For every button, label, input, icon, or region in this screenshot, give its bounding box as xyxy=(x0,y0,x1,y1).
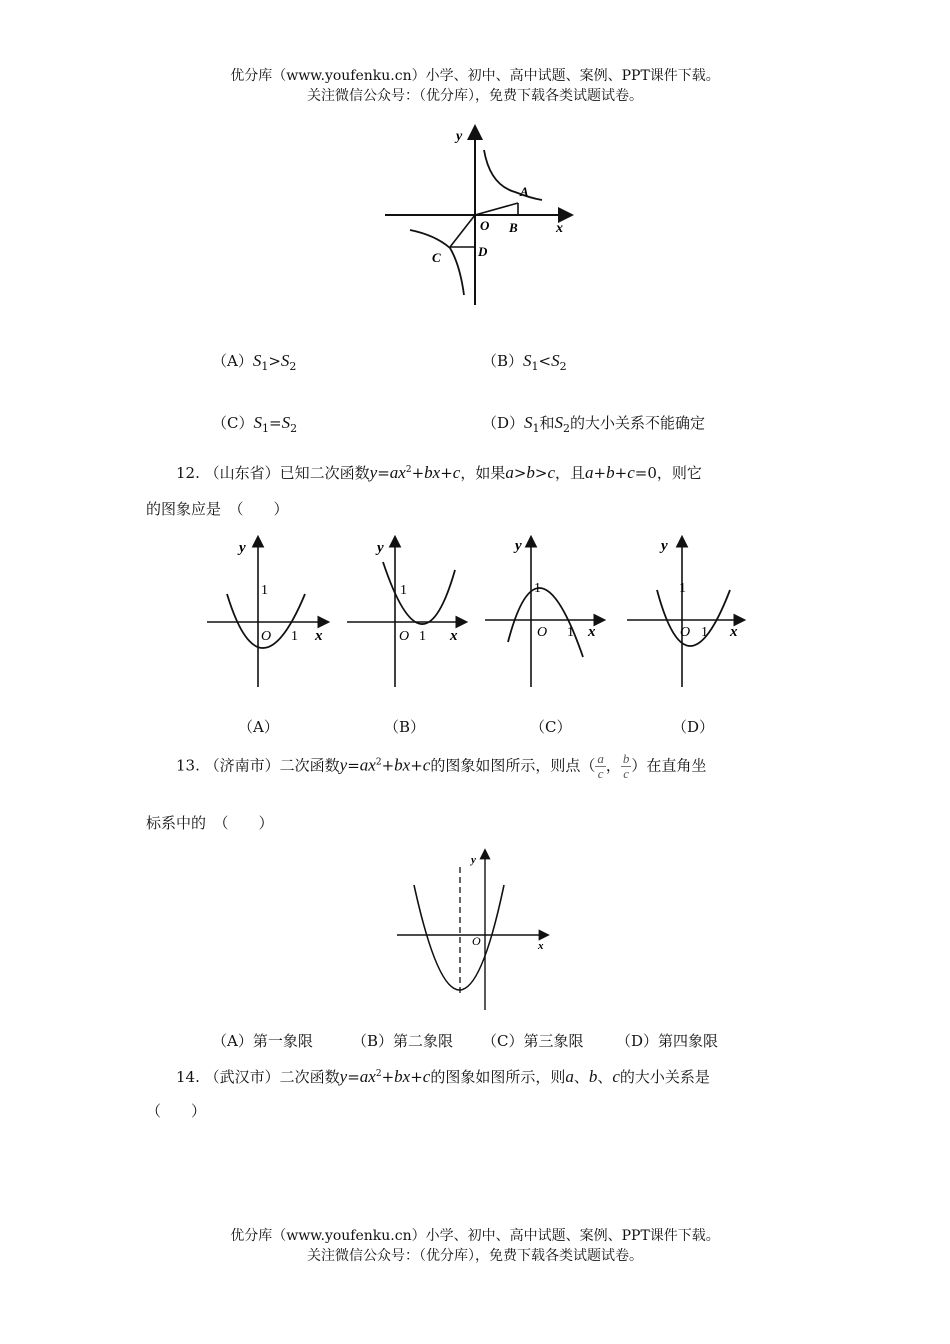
footer-line-1: 优分库（www.youfenku.cn）小学、初中、高中试题、案例、PPT课件下载。 xyxy=(230,1228,720,1244)
svg-text:O: O xyxy=(399,629,410,644)
fraction-a-over-c: $\frac{a}{c}$ xyxy=(597,751,604,781)
label-d: D xyxy=(478,244,488,259)
svg-text:O: O xyxy=(537,625,548,640)
footer-line-2: 关注微信公众号：（优分库），免费下载各类试题试卷。 xyxy=(307,1248,643,1264)
svg-text:1: 1 xyxy=(567,625,574,640)
svg-text:y: y xyxy=(515,538,522,554)
svg-text:x: x xyxy=(730,624,738,640)
svg-text:1: 1 xyxy=(679,581,686,596)
svg-text:1: 1 xyxy=(291,629,298,644)
q11-option-d: $(D)S_1$和$S_2$的大小关系不能确定 xyxy=(482,413,706,435)
hyperbola-branch-upper xyxy=(484,150,542,200)
svg-text:x: x xyxy=(588,624,596,640)
q14-stem-line2: （ ） xyxy=(146,1102,207,1120)
header-line-2: 关注微信公众号：（优分库），免费下载各类试题试卷。 xyxy=(307,88,643,104)
label-a: A xyxy=(520,184,529,199)
label-x: x xyxy=(556,221,563,236)
label-c: C xyxy=(432,250,441,265)
q13-option-d: （D）第四象限 xyxy=(616,1032,719,1050)
q12-caption-d: （D） xyxy=(672,718,715,736)
label-o: O xyxy=(480,218,490,233)
q11-option-c: $(C)S_1=S_2$ xyxy=(212,413,298,435)
q12-stem-line2: 的图象应是 （ ） xyxy=(146,500,289,518)
q13-option-a: （A）第一象限 xyxy=(212,1032,313,1050)
header-line-1: 优分库（www.youfenku.cn）小学、初中、高中试题、案例、PPT课件下载。 xyxy=(230,68,720,84)
q11-option-a: $(A)S_1>S_2$ xyxy=(212,351,297,373)
svg-text:y: y xyxy=(239,540,246,556)
svg-text:O: O xyxy=(472,934,481,948)
svg-text:y: y xyxy=(377,540,384,556)
svg-text:y: y xyxy=(471,854,476,866)
q13-stem-line1: 13. （济南市）二次函数$y=ax^2+bx+c$的图象如图所示，则点（ $\frac{a}{c}$ ， $\frac{b}{c}$ ）在直角坐 xyxy=(176,751,707,781)
svg-text:1: 1 xyxy=(419,629,426,644)
q13-stem-line2: 标系中的 （ ） xyxy=(146,814,274,832)
q11-option-b: $(B)S_1<S_2$ xyxy=(482,351,567,373)
segment-oa xyxy=(475,203,518,215)
q13-option-b: （B）第二象限 xyxy=(352,1032,454,1050)
svg-text:1: 1 xyxy=(701,625,708,640)
q13-parabola-figure xyxy=(392,845,557,1015)
svg-text:O: O xyxy=(261,629,272,644)
q12-caption-b: （B） xyxy=(384,718,426,736)
q12-graph-b xyxy=(345,532,475,692)
label-y: y xyxy=(456,129,463,144)
q14-stem-line1: 14. （武汉市）二次函数$y=ax^2+bx+c$的图象如图所示，则a、b、c的大小关系是 xyxy=(176,1067,710,1086)
q13-option-c: （C）第三象限 xyxy=(482,1032,584,1050)
svg-text:y: y xyxy=(661,538,668,554)
label-b: B xyxy=(509,220,518,235)
svg-text:x: x xyxy=(450,628,458,644)
svg-text:x: x xyxy=(538,940,544,952)
segment-oc xyxy=(450,215,475,247)
svg-text:1: 1 xyxy=(400,583,407,598)
q12-caption-c: （C） xyxy=(530,718,572,736)
q12-graph-d xyxy=(625,532,755,692)
svg-text:O: O xyxy=(680,625,691,640)
q12-stem-line1: 12. （山东省）已知二次函数$y=ax^2+bx+c$，如果a>b>c，且a+b+c=0，则它 xyxy=(176,463,702,482)
q11-hyperbola-figure xyxy=(380,120,580,310)
svg-text:1: 1 xyxy=(534,581,541,596)
svg-text:x: x xyxy=(315,628,323,644)
svg-text:1: 1 xyxy=(261,583,268,598)
q12-graph-c xyxy=(483,532,613,692)
q12-graph-a xyxy=(205,532,335,692)
q12-caption-a: （A） xyxy=(238,718,279,736)
fraction-b-over-c: $\frac{b}{c}$ xyxy=(622,751,630,781)
